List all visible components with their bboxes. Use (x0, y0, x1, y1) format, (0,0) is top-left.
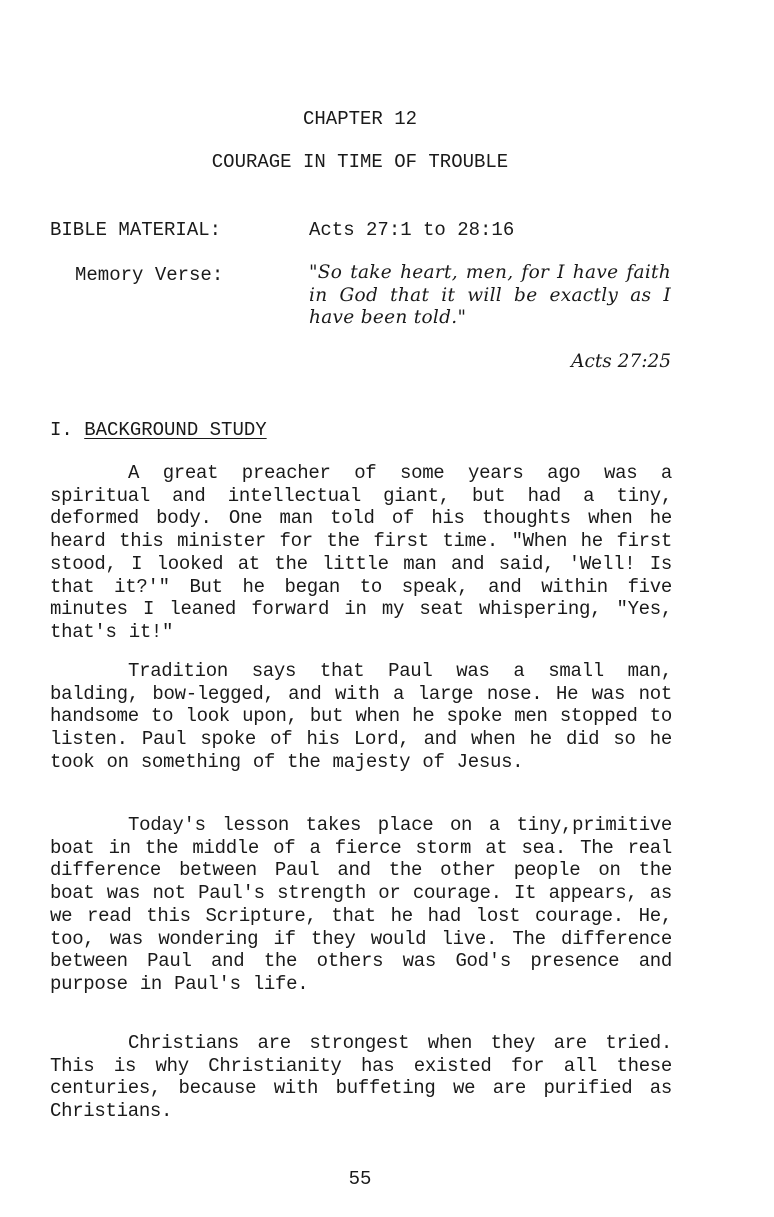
body-paragraph-3: Today's lesson takes place on a tiny,primitive boat in the middle of a fierce storm at sea. The real difference between Paul and the other people on the boat was not Paul's strength or courage. It appears, as we read this Scripture, that he had lost courage. He, too, was wondering if they would live. The difference between Paul and the others was God's presence and purpose in Paul's life. (50, 814, 672, 995)
memory-verse-reference: Acts 27:25 (571, 351, 671, 372)
section-title: BACKGROUND STUDY (84, 419, 267, 441)
bible-material-label: BIBLE MATERIAL: (50, 219, 222, 241)
page-number: 55 (348, 1168, 372, 1190)
chapter-title: COURAGE IN TIME OF TROUBLE (211, 151, 509, 173)
chapter-number: CHAPTER 12 (302, 108, 418, 130)
memory-verse-label: Memory Verse: (75, 264, 224, 286)
body-paragraph-4: Christians are strongest when they are tried. This is why Christianity has existed for all these centuries, because with buffeting we are purified as Christians. (50, 1032, 672, 1123)
bible-material-reference: Acts 27:1 to 28:16 (309, 219, 515, 241)
section-heading (50, 419, 267, 442)
memory-verse-text: "So take heart, men, for I have faith in God that it will be exactly as I have been told." (309, 262, 671, 329)
section-number: I. (50, 419, 73, 441)
body-paragraph-2: Tradition says that Paul was a small man, balding, bow-legged, and with a large nose. He was not handsome to look upon, but when he spoke men stopped to listen. Paul spoke of his Lord, and when he did so he took on something of the majesty of Jesus. (50, 660, 672, 773)
body-paragraph-1: A great preacher of some years ago was a spiritual and intellectual giant, but had a tiny, deformed body. One man told of his thoughts when he heard this minister for the first time. "When he first stood, I looked at the little man and said, 'Well! Is that it?'" But he began to speak, and within five minutes I leaned forward in my seat whispering, "Yes, that's it!" (50, 462, 672, 643)
